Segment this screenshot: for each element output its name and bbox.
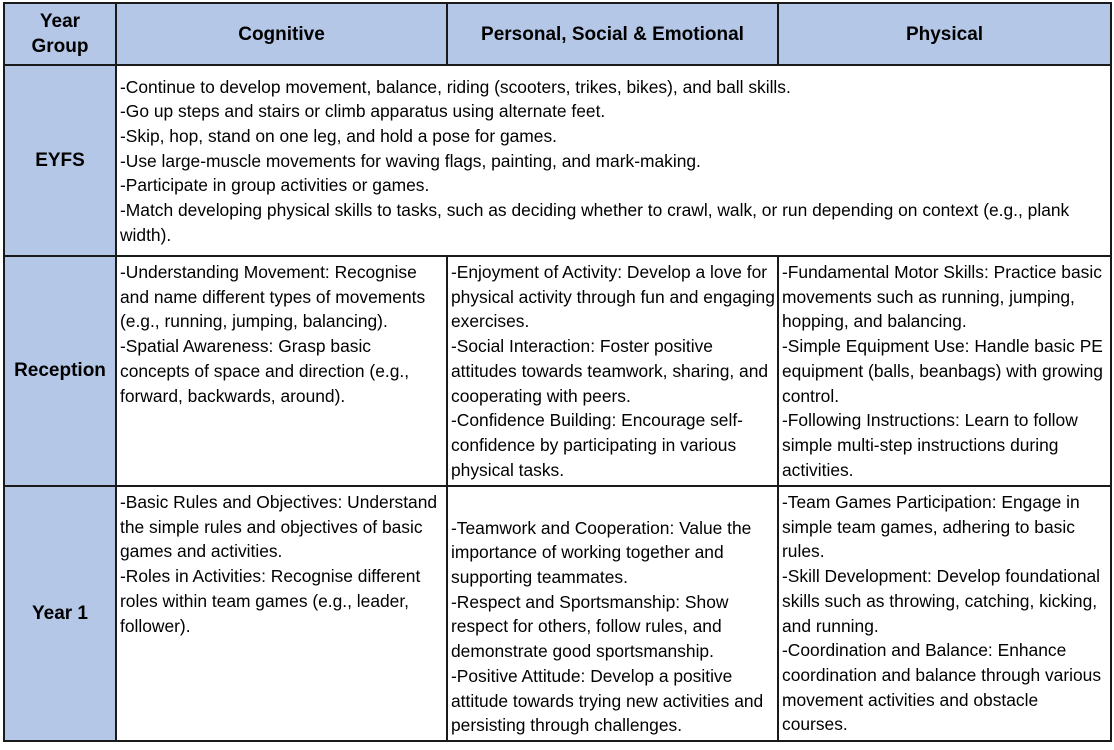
eyfs-point: -Continue to develop movement, balance, riding (scooters, trikes, bikes), and ball skills. bbox=[120, 76, 791, 97]
year1-pse-point: -Teamwork and Cooperation: Value the importance of working together and supporting teammates. bbox=[451, 517, 752, 588]
eyfs-combined-cell bbox=[116, 65, 1111, 256]
year1-physical-point: -Team Games Participation: Engage in simple team games, adhering to basic rules. bbox=[782, 492, 1080, 562]
year1-cognitive-cell bbox=[116, 486, 447, 741]
eyfs-point: -Participate in group activities or games. bbox=[120, 175, 430, 196]
year1-physical-point: -Coordination and Balance: Enhance coordination and balance through various movement activities and obstacle courses. bbox=[782, 640, 1102, 735]
year-group-reception: Reception bbox=[4, 256, 116, 486]
year-group-year1: Year 1 bbox=[4, 486, 116, 741]
reception-cognitive-point: -Understanding Movement: Recognise and name different types of movements (e.g., running, jumping, balancing). bbox=[120, 262, 426, 332]
eyfs-point: -Skip, hop, stand on one leg, and hold a pose for games. bbox=[120, 125, 557, 146]
reception-pse-cell bbox=[447, 256, 778, 486]
eyfs-point: -Go up steps and stairs or climb apparatus using alternate feet. bbox=[120, 101, 606, 122]
year1-cognitive-point: -Roles in Activities: Recognise different roles within team games (e.g., leader, follower). bbox=[120, 566, 421, 636]
reception-physical-cell bbox=[778, 256, 1111, 486]
year1-cognitive-point: -Basic Rules and Objectives: Understand the simple rules and objectives of basic games and activities. bbox=[120, 492, 438, 562]
year1-physical-point: -Skill Development: Develop foundational skills such as throwing, catching, kicking, and running. bbox=[782, 566, 1101, 636]
header-cognitive: Cognitive bbox=[116, 3, 447, 65]
eyfs-point: -Match developing physical skills to tasks, such as deciding whether to crawl, walk, or run depending on context (e.g., plank width). bbox=[120, 200, 1070, 245]
eyfs-point: -Use large-muscle movements for waving flags, painting, and mark-making. bbox=[120, 150, 701, 171]
reception-physical-point: -Simple Equipment Use: Handle basic PE equipment (balls, beanbags) with growing control. bbox=[782, 336, 1103, 406]
table-row-eyfs bbox=[4, 65, 1111, 256]
pe-curriculum-table bbox=[3, 2, 1112, 742]
reception-pse-point: -Confidence Building: Encourage self-confidence by participating in various physical tasks. bbox=[451, 410, 743, 480]
table-row-year1 bbox=[4, 486, 1111, 741]
year-group-eyfs: EYFS bbox=[4, 65, 116, 256]
header-pse: Personal, Social & Emotional bbox=[447, 3, 778, 65]
header-row bbox=[4, 3, 1111, 65]
reception-physical-point: -Following Instructions: Learn to follow simple multi-step instructions during activities. bbox=[782, 410, 1078, 480]
reception-pse-point: -Social Interaction: Foster positive attitudes towards teamwork, sharing, and cooperating with peers. bbox=[451, 336, 769, 406]
reception-pse-point: -Enjoyment of Activity: Develop a love for physical activity through fun and engaging exercises. bbox=[451, 262, 775, 332]
header-physical: Physical bbox=[778, 3, 1111, 65]
reception-physical-point: -Fundamental Motor Skills: Practice basic movements such as running, jumping, hopping, and balancing. bbox=[782, 262, 1102, 332]
year1-pse-point: -Respect and Sportsmanship: Show respect for others, follow rules, and demonstrate good sportsmanship. bbox=[451, 591, 729, 662]
header-year-group: Year Group bbox=[4, 3, 116, 65]
reception-cognitive-point: -Spatial Awareness: Grasp basic concepts of space and direction (e.g., forward, backwards, around). bbox=[120, 336, 410, 406]
reception-cognitive-cell bbox=[116, 256, 447, 486]
year1-pse-point: -Positive Attitude: Develop a positive attitude towards trying new activities and persisting through challenges. bbox=[451, 665, 764, 736]
year1-pse-cell bbox=[447, 486, 778, 741]
year1-physical-cell bbox=[778, 486, 1111, 741]
table-row-reception bbox=[4, 256, 1111, 486]
